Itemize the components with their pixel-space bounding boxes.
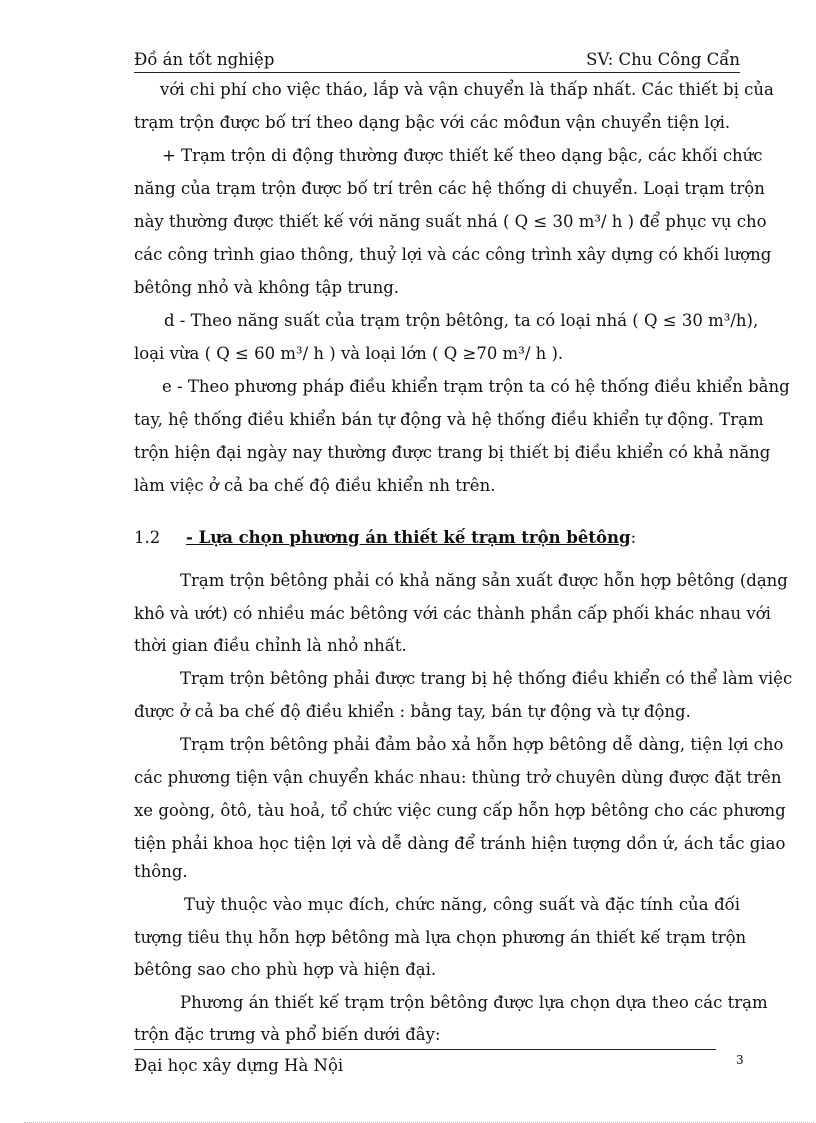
text-line: + Trạm trộn di động thường được thiết kế theo dạng bậc, các khối chức bbox=[162, 146, 763, 165]
text-line: Phương án thiết kế trạm trộn bêtông được lựa chọn dựa theo các trạm bbox=[180, 993, 768, 1012]
text-line: bêtông nhỏ và không tập trung. bbox=[134, 278, 400, 297]
section-number: 1.2 bbox=[134, 528, 161, 547]
header-student-name: SV: Chu Công Cẩn bbox=[586, 50, 740, 69]
text-line: loại vừa ( Q ≤ 60 m³/ h ) và loại lớn ( Q ≥70 m³/ h ). bbox=[134, 344, 564, 363]
text-line: tượng tiêu thụ hỗn hợp bêtông mà lựa chọn phương án thiết kế trạm trộn bbox=[134, 928, 747, 947]
text-line: thời gian điều chỉnh là nhỏ nhất. bbox=[134, 636, 407, 655]
text-line: này thường được thiết kế với năng suất nhá ( Q ≤ 30 m³/ h ) để phục vụ cho bbox=[134, 212, 767, 231]
text-line: Trạm trộn bêtông phải đảm bảo xả hỗn hợp bêtông dễ dàng, tiện lợi cho bbox=[180, 735, 784, 754]
page-number: 3 bbox=[736, 1053, 744, 1067]
text-line: với chi phí cho việc tháo, lắp và vận chuyển là thấp nhất. Các thiết bị của bbox=[160, 80, 774, 99]
text-line: tay, hệ thống điều khiển bán tự động và hệ thống điều khiển tự động. Trạm bbox=[134, 410, 764, 429]
header-document-type: Đồ án tốt nghiệp bbox=[134, 50, 275, 69]
text-line: khô và ướt) có nhiều mác bêtông với các thành phần cấp phối khác nhau với bbox=[134, 604, 771, 623]
text-line: bêtông sao cho phù hợp và hiện đại. bbox=[134, 960, 437, 979]
text-line: các phương tiện vận chuyển khác nhau: thùng trở chuyên dùng được đặt trên bbox=[134, 768, 782, 787]
text-line: năng của trạm trộn được bố trí trên các hệ thống di chuyển. Loại trạm trộn bbox=[134, 179, 765, 198]
text-line: Tuỳ thuộc vào mục đích, chức năng, công suất và đặc tính của đối bbox=[184, 895, 740, 914]
text-line: tiện phải khoa học tiện lợi và dễ dàng để tránh hiện tượng dồn ứ, ách tắc giao bbox=[134, 834, 786, 853]
text-line: trạm trộn được bố trí theo dạng bậc với các môđun vận chuyển tiện lợi. bbox=[134, 113, 731, 132]
text-line: e - Theo phương pháp điều khiển trạm trộn ta có hệ thống điều khiển bằng bbox=[162, 377, 790, 396]
footer-university: Đại học xây dựng Hà Nội bbox=[134, 1056, 344, 1075]
text-line: Trạm trộn bêtông phải có khả năng sản xuất được hỗn hợp bêtông (dạng bbox=[180, 571, 788, 590]
text-line: trộn đặc trưng và phổ biến dưới đây: bbox=[134, 1025, 441, 1044]
section-title: - Lựa chọn phương án thiết kế trạm trộn bêtông bbox=[186, 528, 631, 547]
section-colon: : bbox=[630, 528, 637, 547]
text-line: Trạm trộn bêtông phải được trang bị hệ thống điều khiển có thể làm việc bbox=[180, 669, 793, 688]
section-heading bbox=[134, 528, 636, 547]
text-line: làm việc ở cả ba chế độ điều khiển nh trên. bbox=[134, 476, 496, 495]
footer-divider bbox=[134, 1049, 716, 1050]
text-line: trộn hiện đại ngày nay thường được trang bị thiết bị điều khiển có khả năng bbox=[134, 443, 771, 462]
page-header bbox=[134, 50, 740, 73]
text-line: xe goòng, ôtô, tàu hoả, tổ chức việc cung cấp hỗn hợp bêtông cho các phương bbox=[134, 801, 786, 820]
text-line: thông. bbox=[134, 862, 188, 881]
text-line: d - Theo năng suất của trạm trộn bêtông, ta có loại nhá ( Q ≤ 30 m³/h), bbox=[164, 311, 759, 330]
text-line: được ở cả ba chế độ điều khiển : bằng tay, bán tự động và tự động. bbox=[134, 702, 691, 721]
text-line: các công trình giao thông, thuỷ lợi và các công trình xây dựng có khối lượng bbox=[134, 245, 772, 264]
